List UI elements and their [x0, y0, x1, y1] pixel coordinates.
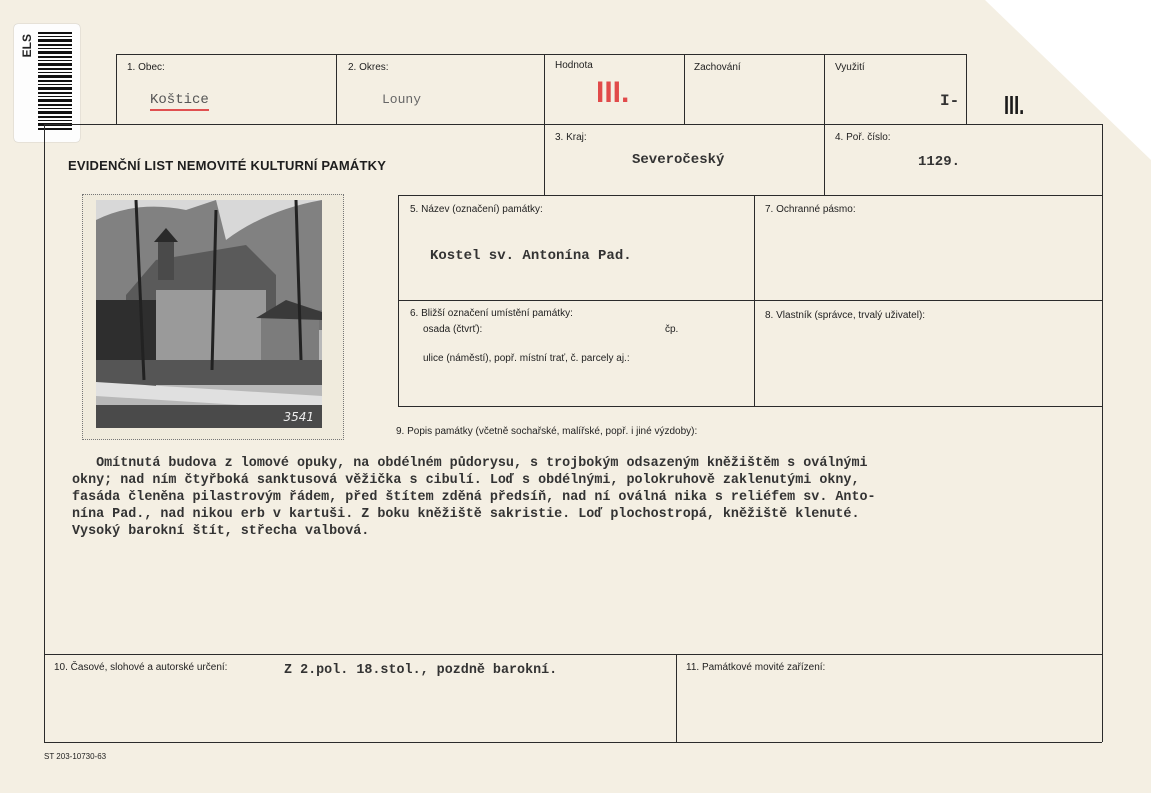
hodnota-label: Hodnota [555, 60, 593, 71]
divider [544, 54, 545, 195]
divider [44, 654, 1102, 655]
divider [44, 124, 45, 742]
divider [116, 54, 117, 124]
page-title: EVIDENČNÍ LIST NEMOVITÉ KULTURNÍ PAMÁTKY [68, 158, 387, 173]
divider [398, 195, 1102, 196]
vyuziti-label: Využití [835, 62, 865, 73]
vlastnik-label: 8. Vlastník (správce, trvalý uživatel): [765, 310, 926, 321]
obec-label: 1. Obec: [127, 62, 165, 73]
zarizeni-label: 11. Památkové movité zařízení: [686, 662, 826, 673]
nazev-label: 5. Název (označení) památky: [410, 204, 543, 215]
popis-line: okny; nad ním čtyřboká sanktusová věžička s cibulí. Loď s obdélnými, polokruhově zaklenutými okny, [72, 473, 860, 488]
cp-label: čp. [665, 324, 679, 335]
divider [684, 54, 685, 124]
vyuziti-value: I- [940, 92, 960, 110]
divider [966, 54, 967, 124]
popis-line: Omítnutá budova z lomové opuky, na obdélném půdorysu, s trojbokým odsazeným kněžištěm s oválnými [72, 456, 868, 471]
divider [1102, 124, 1103, 742]
popis-line: Vysoký barokní štít, střecha valbová. [72, 524, 370, 539]
divider [398, 195, 399, 407]
divider [336, 54, 337, 124]
kraj-value: Severočeský [632, 152, 725, 168]
divider [398, 300, 1102, 301]
popis-text [72, 455, 1082, 540]
photo-number: 3541 [283, 410, 314, 424]
por-cislo-label: 4. Poř. číslo: [835, 132, 891, 143]
divider [44, 124, 1102, 125]
pasmo-label: 7. Ochranné pásmo: [765, 204, 856, 215]
umisteni-label: 6. Bližší označení umístění památky: [410, 308, 573, 319]
kraj-label: 3. Kraj: [555, 132, 587, 143]
nazev-value: Kostel sv. Antonína Pad. [430, 248, 632, 264]
okres-value: Louny [382, 92, 422, 107]
form-code: ST 203-10730-63 [44, 752, 107, 761]
divider [398, 406, 1102, 407]
divider [754, 195, 755, 407]
ulice-label: ulice (náměstí), popř. místní trať, č. parcely aj.: [423, 353, 630, 364]
osada-label: osada (čtvrť): [423, 324, 483, 335]
hodnota-value: III. [596, 76, 630, 109]
obec-value: Koštice [150, 92, 209, 111]
church-photo [96, 200, 322, 428]
divider [824, 54, 825, 195]
urceni-label: 10. Časové, slohové a autorské určení: [54, 662, 228, 673]
popis-line: fasáda členěna pilastrovým řádem, před štítem zděná předsíň, nad ní oválná nika s reliéfem sv. Anto- [72, 490, 876, 505]
divider [676, 654, 677, 742]
por-cislo-value: 1129. [918, 154, 961, 170]
divider [44, 742, 1102, 743]
category-mark: III. [1004, 90, 1025, 120]
divider [116, 54, 966, 55]
urceni-value: Z 2.pol. 18.stol., pozdně barokní. [284, 663, 558, 678]
zachovani-label: Zachování [694, 62, 741, 73]
okres-label: 2. Okres: [348, 62, 389, 73]
popis-line: nína Pad., nad nikou erb v kartuši. Z boku kněžiště sakristie. Loď plochostropá, kněžiště klenuté. [72, 507, 860, 522]
church-photo-image [96, 200, 322, 428]
popis-label: 9. Popis památky (včetně sochařské, malířské, popř. i jiné výzdoby): [396, 426, 698, 437]
sticker-code: ELS [20, 34, 34, 58]
barcode-icon [38, 32, 72, 132]
